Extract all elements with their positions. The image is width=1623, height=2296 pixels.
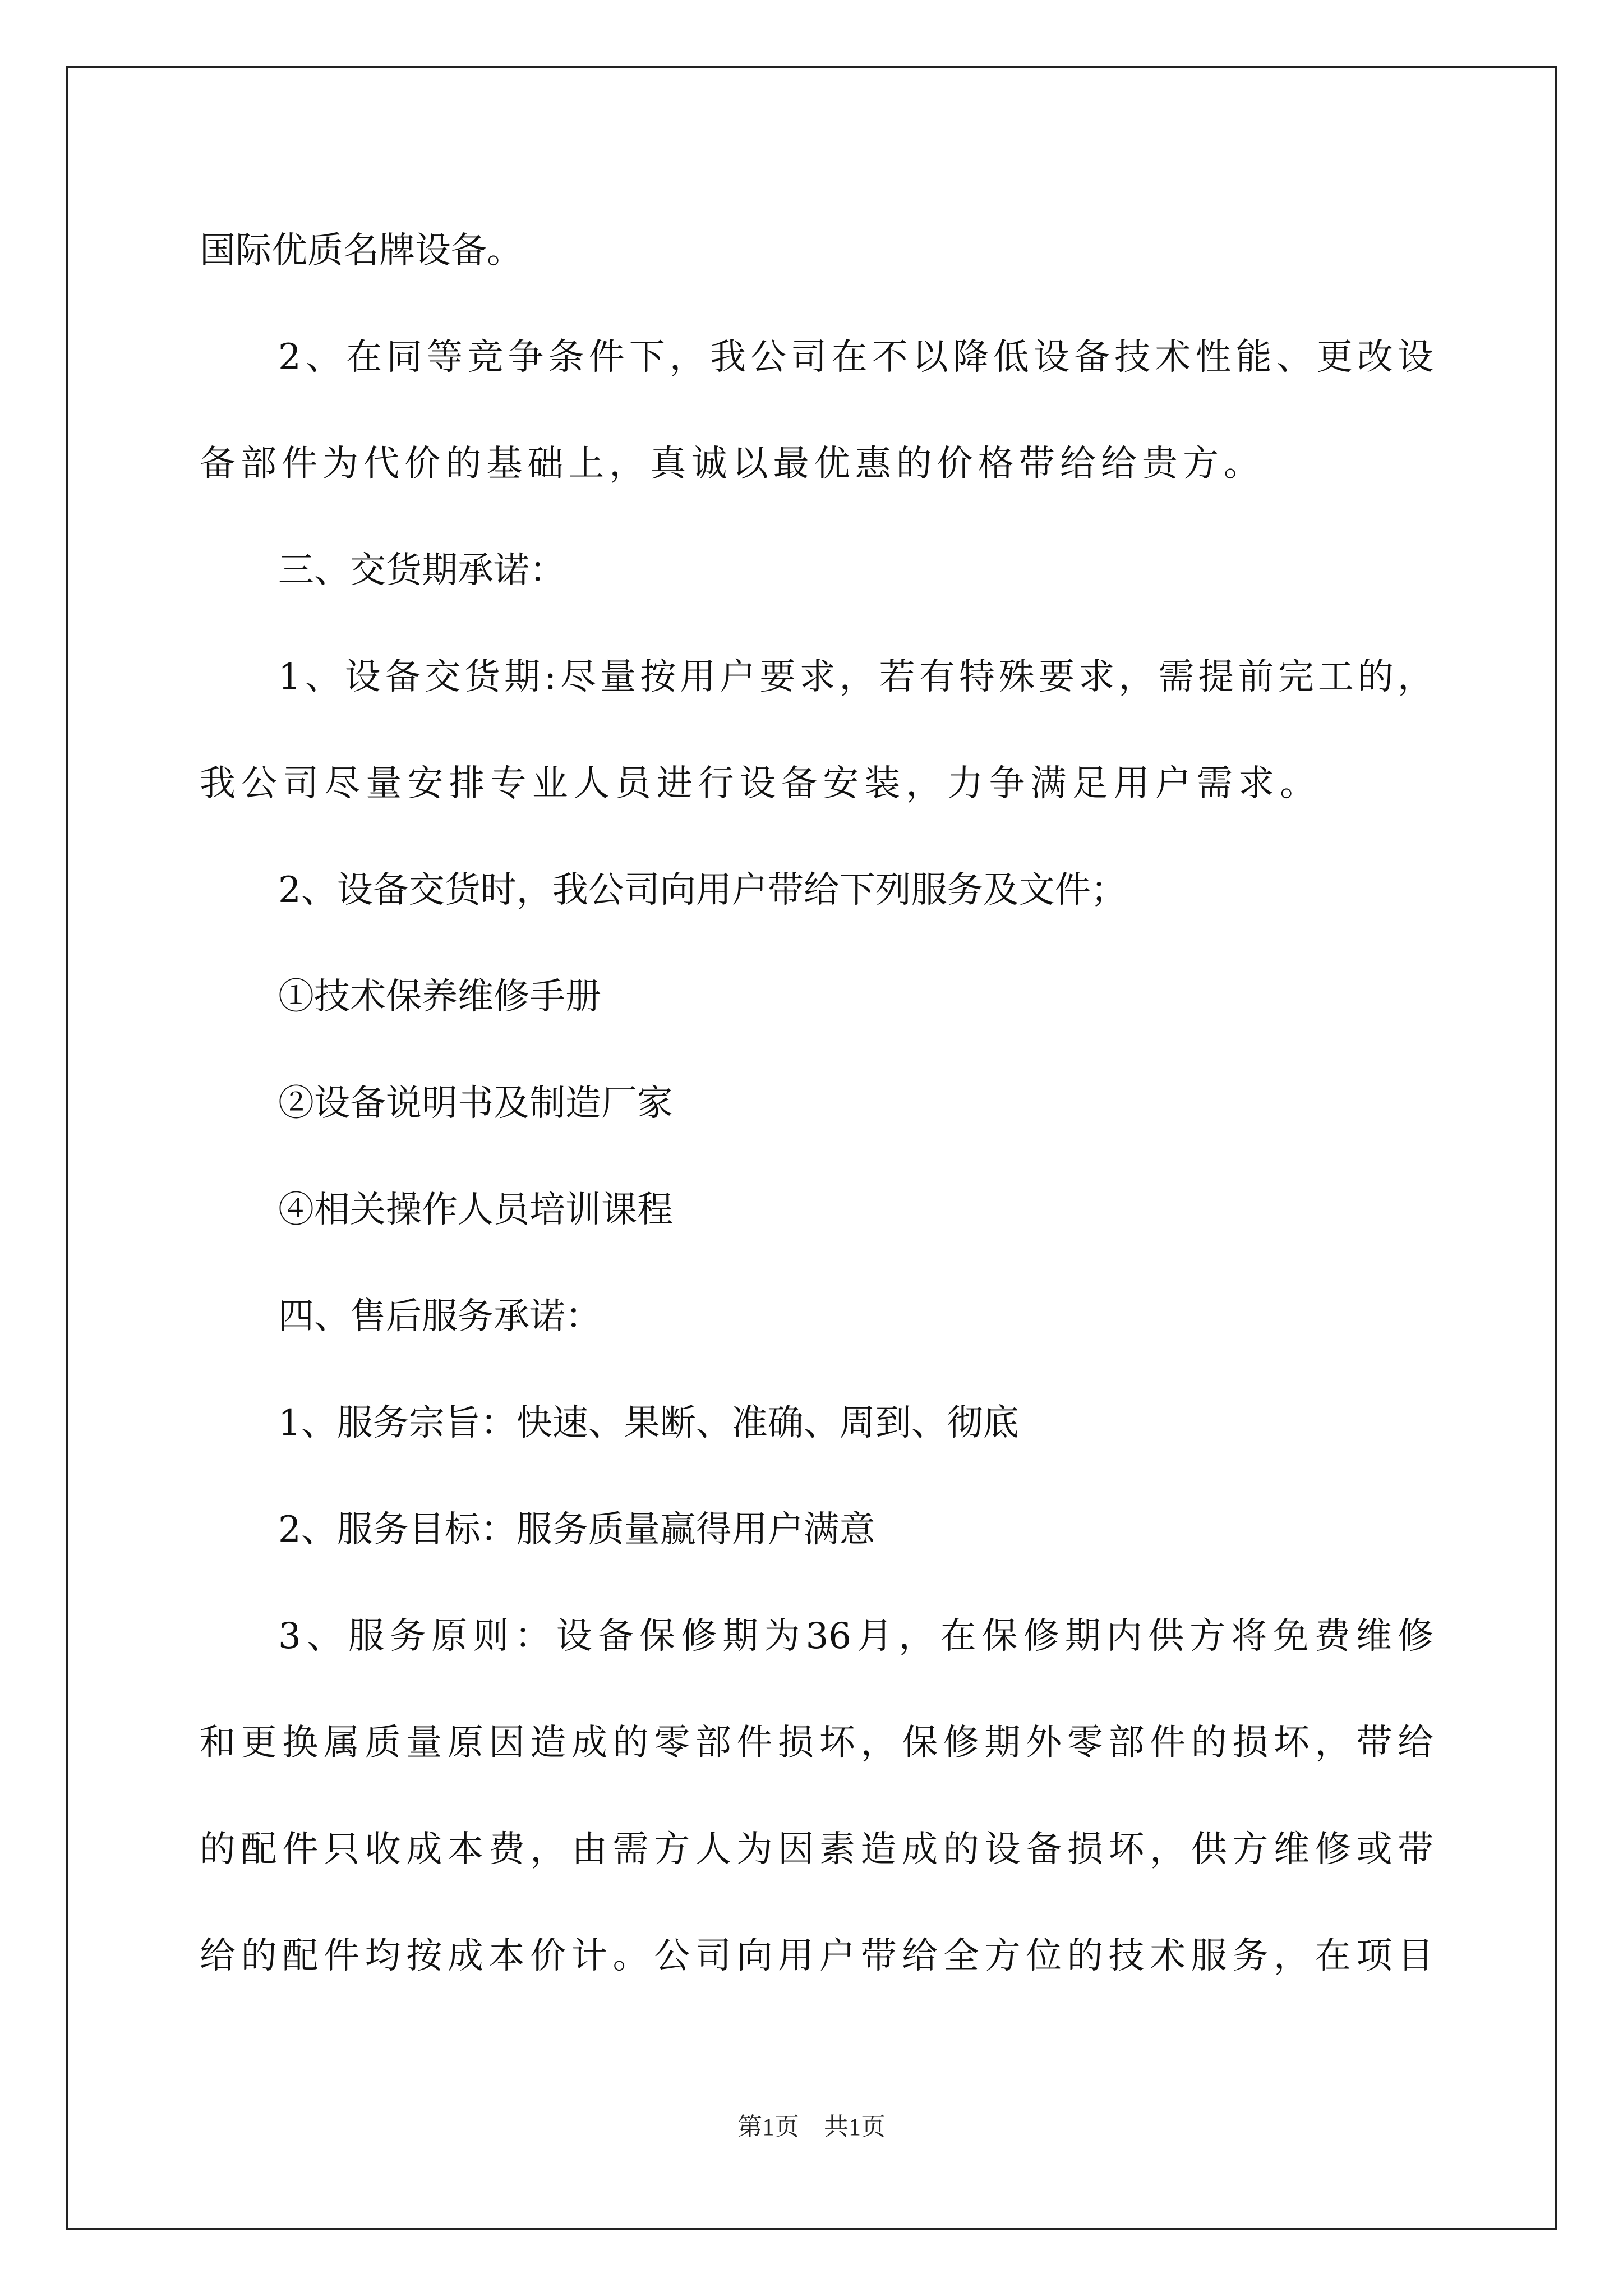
text-line-6: 我公司尽量安排专业人员进行设备安装，力争满足用户需求。 xyxy=(200,763,1316,804)
page-number-footer: 第1页 共1页 xyxy=(737,2113,886,2141)
section-heading-after-sales: 四、售后服务承诺： xyxy=(278,1296,601,1337)
page-border xyxy=(66,66,1557,2230)
text-line-12: 1、服务宗旨：快速、果断、准确、周到、彻底 xyxy=(278,1402,1019,1444)
text-line-2: 2、在同等竞争条件下，我公司在不以降低设备技术性能、更改设 xyxy=(278,337,1433,378)
text-line-15: 和更换属质量原因造成的零部件损坏，保修期外零部件的损坏，带给 xyxy=(200,1722,1433,1764)
list-item-instructions: ②设备说明书及制造厂家 xyxy=(278,1083,673,1124)
text-line-17: 给的配件均按成本价计。公司向用户带给全方位的技术服务，在项目 xyxy=(200,1935,1433,1977)
section-heading-delivery: 三、交货期承诺： xyxy=(278,550,565,591)
text-line-1: 国际优质名牌设备。 xyxy=(200,230,523,272)
text-line-13: 2、服务目标：服务质量赢得用户满意 xyxy=(278,1509,875,1550)
list-item-manual: ①技术保养维修手册 xyxy=(278,976,601,1018)
text-line-16: 的配件只收成本费，由需方人为因素造成的设备损坏，供方维修或带 xyxy=(200,1829,1433,1870)
text-line-14: 3、服务原则：设备保修期为36月，在保修期内供方将免费维修 xyxy=(278,1616,1433,1657)
list-item-training: ④相关操作人员培训课程 xyxy=(278,1189,673,1231)
text-line-3: 备部件为代价的基础上，真诚以最优惠的价格带给给贵方。 xyxy=(200,443,1260,485)
text-line-7: 2、设备交货时，我公司向用户带给下列服务及文件； xyxy=(278,869,1127,911)
text-line-5: 1、设备交货期:尽量按用户要求，若有特殊要求，需提前完工的， xyxy=(278,656,1433,698)
